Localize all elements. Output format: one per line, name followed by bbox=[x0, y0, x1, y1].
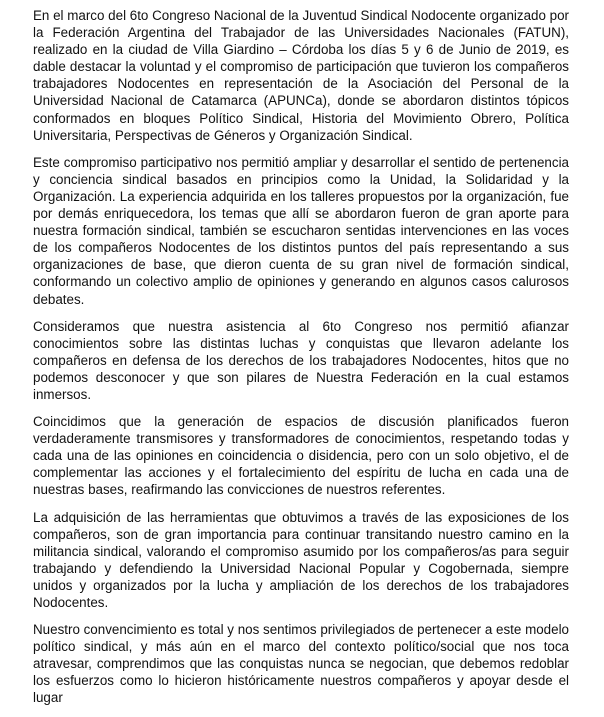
paragraph-4: Coincidimos que la generación de espacios de discusión planificados fueron verdaderamente transmisores y transformadores de conocimientos, respetando todas y cada una de las opiniones en coincidencia o disidencia, pero con un solo objetivo, el de complementar las acciones y el fortalecimiento del espíritu de lucha en cada una de nuestras bases, reafirmando las convicciones de nuestros referentes. bbox=[33, 414, 569, 498]
paragraph-2: Este compromiso participativo nos permitió ampliar y desarrollar el sentido de pertenencia y conciencia sindical basados en principios como la Unidad, la Solidaridad y la Organización. La experiencia adquirida en los talleres propuestos por la organización, fue por demás enriquecedora, los temas que allí se abordaron fueron de gran aporte para nuestra formación sindical, también se escucharon sentidas intervenciones en las voces de los compañeros Nodocentes de los distintos puntos del país representando a sus organizaciones de base, que dieron cuenta de su gran nivel de formación sindical, conformando un colectivo amplio de opiniones y generando en algunos casos calurosos debates. bbox=[33, 154, 569, 307]
paragraph-3: Consideramos que nuestra asistencia al 6to Congreso nos permitió afianzar conocimientos sobre las distintas luchas y conquistas que llevaron adelante los compañeros en defensa de los derechos de los trabajadores Nodocentes, hitos que no podemos desconocer y que son pilares de Nuestra Federación en la cual estamos inmersos. bbox=[33, 318, 569, 402]
paragraph-1: En el marco del 6to Congreso Nacional de la Juventud Sindical Nodocente organizado por la Federación Argentina del Trabajador de las Universidades Nacionales (FATUN), realizado en la ciudad de Villa Giardino – Córdoba los días 5 y 6 de Junio de 2019, es dable destacar la voluntad y el compromiso de participación que tuvieron los compañeros trabajadores Nodocentes en representación de la Asociación del Personal de la Universidad Nacional de Catamarca (APUNCa), donde se abordaron distintos tópicos conformados en bloques Político Sindical, Historia del Movimiento Obrero, Política Universitaria, Perspectivas de Géneros y Organización Sindical. bbox=[33, 8, 569, 143]
document-body bbox=[33, 0, 569, 717]
paragraph-5: La adquisición de las herramientas que obtuvimos a través de las exposiciones de los compañeros, son de gran importancia para continuar transitando nuestro camino en la militancia sindical, valorando el compromiso asumido por los compañeros/as para seguir trabajando y defendiendo la Universidad Nacional Popular y Cogobernada, siempre unidos y organizados por la lucha y ampliación de los derechos de los trabajadores Nodocentes. bbox=[33, 509, 569, 610]
paragraph-6: Nuestro convencimiento es total y nos sentimos privilegiados de pertenecer a este modelo político sindical, y más aún en el marco del contexto político/social que nos toca atravesar, comprendimos que las conquistas nunca se negocian, que debemos redoblar los esfuerzos como lo hicieron históricamente nuestros compañeros y apoyar desde el lugar bbox=[33, 622, 569, 706]
